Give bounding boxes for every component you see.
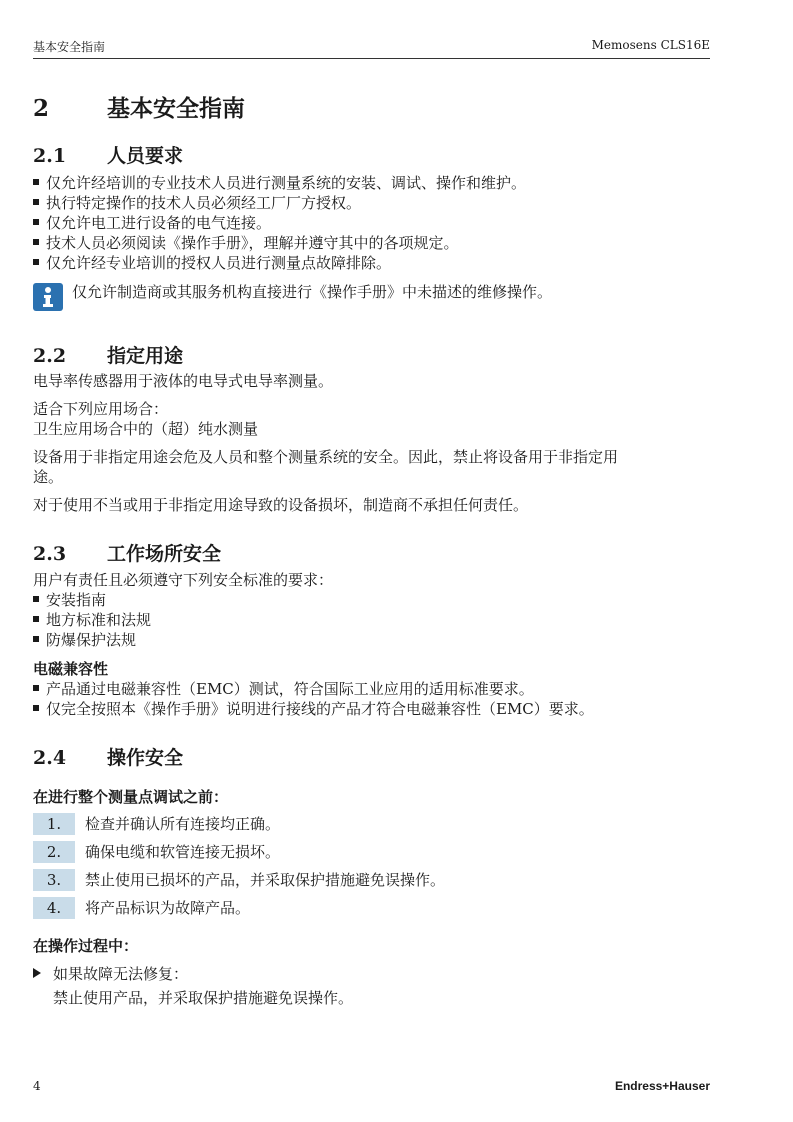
subheading-before-commissioning: 在进行整个测量点调试之前： bbox=[33, 788, 229, 806]
paragraph: 设备用于非指定用途会危及人员和整个测量系统的安全。因此，禁止将设备用于非指定用 bbox=[33, 448, 619, 466]
chapter-number: 2 bbox=[33, 95, 50, 122]
chapter-heading bbox=[33, 90, 245, 123]
bullet-icon bbox=[33, 219, 39, 225]
list-item: 仅允许经培训的专业技术人员进行测量系统的安装、调试、操作和维护。 bbox=[33, 173, 526, 193]
step-text: 检查并确认所有连接均正确。 bbox=[85, 815, 281, 833]
list-item: 技术人员必须阅读《操作手册》，理解并遵守其中的各项规定。 bbox=[33, 233, 459, 253]
header-product-name: Memosens CLS16E bbox=[591, 38, 710, 52]
step-item bbox=[33, 813, 280, 835]
page-header bbox=[33, 38, 710, 59]
step-number: 4. bbox=[33, 897, 75, 919]
section-heading-2-3 bbox=[33, 539, 221, 566]
section-heading-2-2 bbox=[33, 341, 183, 368]
section-number: 2.1 bbox=[33, 145, 67, 167]
step-text: 禁止使用已损坏的产品，并采取保护措施避免误操作。 bbox=[85, 871, 446, 889]
bullet-icon bbox=[33, 685, 39, 691]
section-heading-2-4 bbox=[33, 743, 183, 770]
chapter-title: 基本安全指南 bbox=[107, 95, 245, 122]
section-number: 2.2 bbox=[33, 345, 67, 367]
step-number: 1. bbox=[33, 813, 75, 835]
info-note: 仅允许制造商或其服务机构直接进行《操作手册》中未描述的维修操作。 bbox=[72, 283, 553, 301]
list-item: 仅允许经专业培训的授权人员进行测量点故障排除。 bbox=[33, 253, 391, 273]
info-icon bbox=[33, 283, 63, 311]
section-number: 2.3 bbox=[33, 543, 67, 565]
bullet-icon bbox=[33, 239, 39, 245]
bullet-icon bbox=[33, 596, 39, 602]
paragraph: 用户有责任且必须遵守下列安全标准的要求： bbox=[33, 571, 334, 589]
step-item bbox=[33, 897, 250, 919]
section-title: 工作场所安全 bbox=[107, 543, 222, 565]
section-title: 人员要求 bbox=[107, 145, 184, 167]
bullet-icon bbox=[33, 636, 39, 642]
bullet-icon bbox=[33, 259, 39, 265]
action-item: 如果故障无法修复： bbox=[33, 964, 188, 984]
paragraph: 电导率传感器用于液体的电导式电导率测量。 bbox=[33, 372, 334, 390]
list-item: 仅允许电工进行设备的电气连接。 bbox=[33, 213, 271, 233]
header-section-title: 基本安全指南 bbox=[33, 40, 106, 54]
step-number: 3. bbox=[33, 869, 75, 891]
page-number: 4 bbox=[33, 1079, 41, 1093]
step-text: 将产品标识为故障产品。 bbox=[85, 899, 251, 917]
list-item: 执行特定操作的技术人员必须经工厂厂方授权。 bbox=[33, 193, 361, 213]
bullet-icon bbox=[33, 705, 39, 711]
bullet-icon bbox=[33, 179, 39, 185]
list-item: 防爆保护法规 bbox=[33, 630, 136, 650]
brand-name: Endress+Hauser bbox=[614, 1079, 710, 1093]
paragraph: 卫生应用场合中的（超）纯水测量 bbox=[33, 420, 259, 438]
list-item: 地方标准和法规 bbox=[33, 610, 151, 630]
action-result: 禁止使用产品，并采取保护措施避免误操作。 bbox=[53, 989, 354, 1007]
paragraph: 对于使用不当或用于非指定用途导致的设备损坏，制造商不承担任何责任。 bbox=[33, 496, 529, 514]
subheading-during-operation: 在操作过程中： bbox=[33, 937, 139, 955]
arrow-right-icon bbox=[33, 968, 41, 978]
paragraph: 途。 bbox=[33, 468, 64, 486]
list-item: 仅完全按照本《操作手册》说明进行接线的产品才符合电磁兼容性（EMC）要求。 bbox=[33, 699, 594, 719]
step-text: 确保电缆和软管连接无损坏。 bbox=[85, 843, 281, 861]
section-heading-2-1 bbox=[33, 141, 183, 168]
section-title: 指定用途 bbox=[107, 345, 184, 367]
step-item bbox=[33, 841, 280, 863]
bullet-icon bbox=[33, 199, 39, 205]
document-page bbox=[33, 0, 710, 1122]
bullet-icon bbox=[33, 616, 39, 622]
section-title: 操作安全 bbox=[107, 747, 184, 769]
step-number: 2. bbox=[33, 841, 75, 863]
list-item: 安装指南 bbox=[33, 590, 106, 610]
list-item: 产品通过电磁兼容性（EMC）测试，符合国际工业应用的适用标准要求。 bbox=[33, 679, 534, 699]
section-number: 2.4 bbox=[33, 747, 67, 769]
subheading-emc: 电磁兼容性 bbox=[33, 660, 109, 678]
step-item bbox=[33, 869, 445, 891]
paragraph: 适合下列应用场合： bbox=[33, 400, 169, 418]
